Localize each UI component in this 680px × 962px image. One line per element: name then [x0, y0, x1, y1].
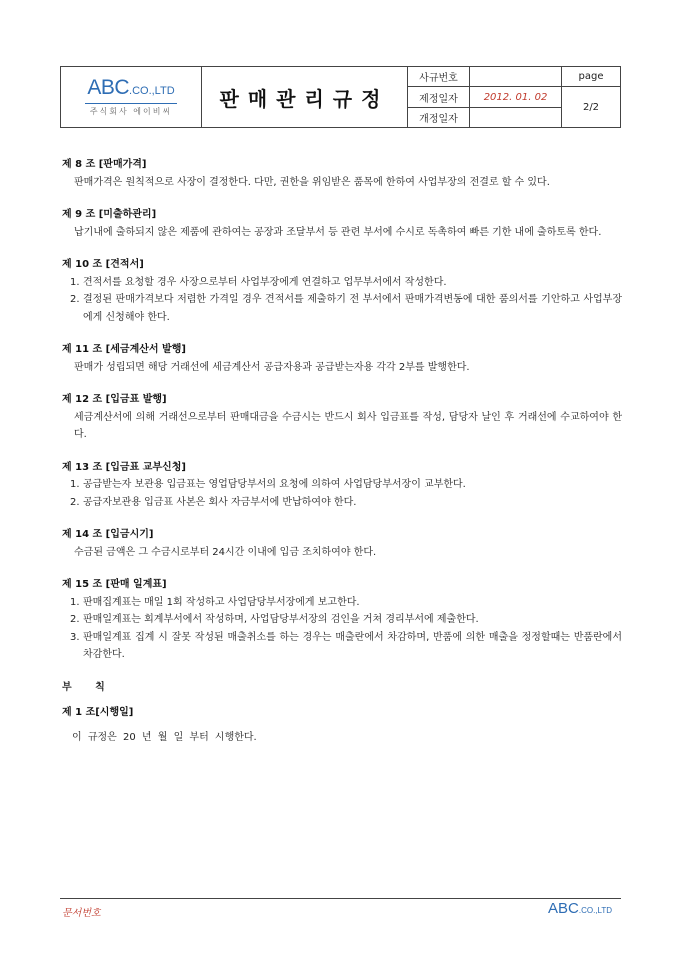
document-header — [60, 66, 621, 128]
company-logo — [61, 67, 202, 127]
list-item — [62, 594, 622, 612]
list-item-text: 공급받는자 보관용 입금표는 영업담당부서의 요청에 의하여 사업담당부서장이 교부한다. — [83, 479, 466, 490]
list-item-text: 판매집계표는 매일 1회 작성하고 사업담당부서장에게 보고한다. — [83, 596, 360, 608]
list-item — [62, 291, 622, 326]
revise-date-value — [470, 108, 562, 127]
addendum-article-title: 제 1 조[시행일] — [62, 707, 134, 718]
article-title: 제 10 조 [견적서] — [62, 259, 144, 270]
document-body — [62, 156, 622, 746]
meta-table — [408, 67, 620, 127]
list-item — [62, 611, 622, 629]
article — [62, 156, 622, 191]
list-item-text: 견적서를 요청할 경우 사장으로부터 사업부장에게 연결하고 업무부서에서 작성한다. — [83, 276, 447, 288]
list-item-number: 1. — [70, 276, 80, 288]
logo-subtitle: 주식회사 에이비씨 — [89, 107, 173, 116]
article-title: 제 15 조 [판매 일계표] — [62, 579, 167, 590]
document-title: 판매관리규정 — [219, 86, 390, 111]
footer-divider — [60, 898, 621, 899]
list-item — [62, 629, 622, 664]
list-item-number: 1. — [70, 479, 80, 490]
logo-text: ABC — [87, 76, 130, 99]
article-title: 제 11 조 [세금계산서 발행] — [62, 344, 186, 355]
article-text: 판매가격은 원칙적으로 사장이 결정한다. 다만, 권한을 위임받은 품목에 한하여 사업부장의 전결로 할 수 있다. — [74, 176, 550, 188]
article-text: 수금된 금액은 그 수금시로부터 24시간 이내에 입금 조치하여야 한다. — [74, 546, 377, 558]
logo-suffix: .CO.,LTD — [129, 85, 175, 97]
footer-logo-text: ABC — [548, 900, 579, 917]
article — [62, 576, 622, 664]
list-item — [62, 274, 622, 292]
list-item — [62, 494, 622, 512]
article — [62, 459, 622, 512]
list-item-number: 3. — [70, 631, 80, 643]
enact-date-label: 제정일자 — [408, 87, 470, 108]
list-item-text: 판매일계표 집계 시 잘못 작성된 매출취소를 하는 경우는 매출란에서 차감하며, 반품에 의한 매출을 정정할때는 반품란에서 차감한다. — [83, 631, 622, 660]
footer-logo — [548, 900, 612, 917]
title-cell — [202, 67, 408, 127]
doc-number-label: 문서번호 — [62, 908, 101, 919]
rule-no-value — [470, 67, 562, 87]
article — [62, 256, 622, 326]
list-item-number: 1. — [70, 596, 80, 608]
article-title: 제 13 조 [입금표 교부신청] — [62, 461, 186, 473]
article-title: 제 8 조 [판매가격] — [62, 159, 147, 170]
list-item-text: 판매일계표는 회계부서에서 작성하며, 사업담당부서장의 검인을 거쳐 경리부서에 제출한다. — [83, 614, 479, 625]
list-item-number: 2. — [70, 294, 80, 305]
logo-underline — [85, 103, 177, 104]
article — [62, 341, 622, 376]
article — [62, 206, 622, 241]
article — [62, 391, 622, 444]
rule-no-label: 사규번호 — [408, 67, 470, 87]
footer-logo-suffix: .CO.,LTD — [578, 906, 613, 915]
article-title: 제 12 조 [입금표 발행] — [62, 394, 167, 405]
article-text: 세금계산서에 의해 거래선으로부터 판매대금을 수금시는 반드시 회사 입금표를 작성, 담당자 날인 후 거래선에 수교하여야 한다. — [74, 411, 622, 440]
list-item-text: 공급자보관용 입금표 사본은 회사 자금부서에 반납하여야 한다. — [83, 496, 357, 508]
article — [62, 526, 622, 561]
addendum-heading: 부 칙 — [62, 681, 115, 693]
article-title: 제 9 조 [미출하관리] — [62, 209, 157, 220]
revise-date-label: 개정일자 — [408, 108, 470, 127]
list-item-number: 2. — [70, 496, 80, 508]
page-label: page — [562, 67, 620, 87]
articles-list — [62, 156, 622, 664]
article-text: 판매가 성립되면 해당 거래선에 세금계산서 공급자용과 공급받는자용 각각 2부를 발행한다. — [74, 361, 470, 373]
effective-date-text: 이 규정은 20 년 월 일 부터 시행한다. — [72, 731, 257, 743]
list-item-number: 2. — [70, 614, 80, 625]
enact-date-value: 2012. 01. 02 — [470, 87, 562, 108]
list-item-text: 결정된 판매가격보다 저렴한 가격일 경우 견적서를 제출하기 전 부서에서 판매가격변동에 대한 품의서를 기안하고 사업부장에게 신청해야 한다. — [83, 294, 622, 323]
page-number: 2/2 — [582, 101, 600, 113]
article-title: 제 14 조 [입금시기] — [62, 529, 154, 540]
list-item — [62, 476, 622, 494]
article-text: 납기내에 출하되지 않은 제품에 관하여는 공장과 조달부서 등 관련 부서에 수시로 독촉하여 빠른 기한 내에 출하토록 한다. — [74, 226, 602, 238]
